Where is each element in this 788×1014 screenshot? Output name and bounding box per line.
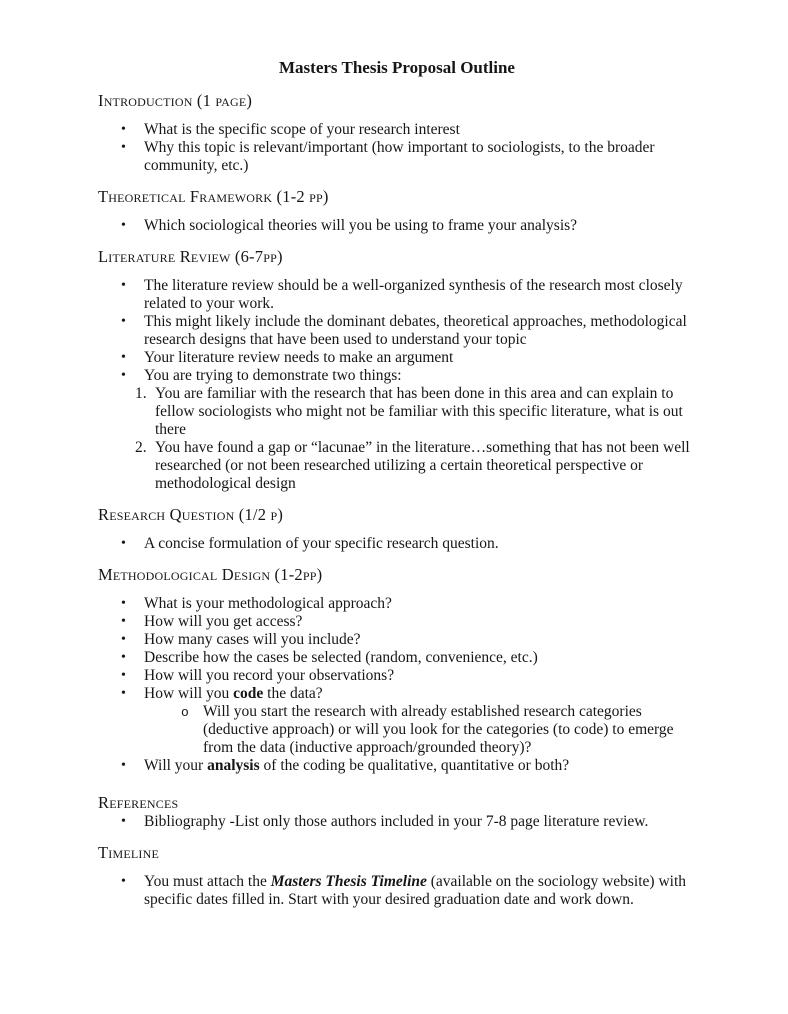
bullet-item <box>98 613 696 631</box>
item-text: What is your methodological approach? <box>144 595 392 612</box>
document-section <box>98 793 696 831</box>
section-list <box>98 535 696 553</box>
emphasized-text: Masters Thesis Timeline <box>270 873 427 890</box>
document-section <box>98 565 696 775</box>
item-text: How will you record your observations? <box>144 667 395 684</box>
emphasized-text: code <box>233 685 264 702</box>
sub-bullet-item <box>98 703 696 757</box>
section-heading: Timeline <box>98 843 159 862</box>
bullet-item <box>98 277 696 313</box>
item-text: Bibliography -List only those authors included in your 7-8 page literature review. <box>144 813 649 830</box>
bullet-item <box>98 649 696 667</box>
bullet-item <box>98 367 696 385</box>
section-list <box>98 121 696 175</box>
bullet-marker-icon: • <box>121 122 126 137</box>
circle-marker-icon: o <box>181 705 189 720</box>
bullet-item <box>98 595 696 613</box>
item-text: You have found a gap or “lacunae” in the literature…something that has not been well researched (or not been researched utilizing a certain theoretical perspective or methodological design <box>155 439 690 492</box>
bullet-item <box>98 631 696 649</box>
bullet-marker-icon: • <box>121 650 126 665</box>
item-text: A concise formulation of your specific research question. <box>144 535 499 552</box>
bullet-item <box>98 349 696 367</box>
item-text: You are trying to demonstrate two things: <box>144 367 402 384</box>
bullet-item <box>98 667 696 685</box>
bullet-marker-icon: • <box>121 218 126 233</box>
document-section <box>98 505 696 553</box>
section-heading: Research Question (1/2 p) <box>98 505 284 524</box>
numbered-item <box>98 385 696 439</box>
bullet-item <box>98 313 696 349</box>
item-text: Why this topic is relevant/important (how important to sociologists, to the broader community, etc.) <box>144 139 655 174</box>
section-heading: Theoretical Framework (1-2 pp) <box>98 187 329 206</box>
item-text: What is the specific scope of your research interest <box>144 121 460 138</box>
bullet-marker-icon: • <box>121 874 126 889</box>
item-text: Which sociological theories will you be using to frame your analysis? <box>144 217 578 234</box>
item-text: Will your analysis of the coding be qualitative, quantitative or both? <box>144 757 570 774</box>
section-heading: Literature Review (6-7pp) <box>98 247 283 266</box>
bullet-marker-icon: • <box>121 632 126 647</box>
document-section <box>98 843 696 909</box>
item-text: You must attach the Masters Thesis Timeline (available on the sociology website) with specific dates filled in. Start with your desired graduation date and work down. <box>144 873 687 908</box>
bullet-marker-icon: • <box>121 614 126 629</box>
section-heading: Introduction (1 page) <box>98 91 253 110</box>
section-list <box>98 277 696 493</box>
section-list <box>98 813 696 831</box>
item-text: This might likely include the dominant debates, theoretical approaches, methodological research designs that have been used to understand your topic <box>144 313 687 348</box>
item-text: Will you start the research with already established research categories (deductive approach) or will you look for the categories (to code) to emerge from the data (inductive approach/grounded theory)? <box>203 703 674 756</box>
item-text: How will you get access? <box>144 613 303 630</box>
section-list <box>98 595 696 775</box>
section-heading: Methodological Design (1-2pp) <box>98 565 323 584</box>
document-section <box>98 247 696 493</box>
emphasized-text: analysis <box>207 757 260 774</box>
section-list <box>98 873 696 909</box>
bullet-item <box>98 757 696 775</box>
item-text: How will you code the data? <box>144 685 323 702</box>
bullet-item <box>98 139 696 175</box>
bullet-marker-icon: • <box>121 314 126 329</box>
sections <box>98 91 696 909</box>
bullet-marker-icon: • <box>121 758 126 773</box>
bullet-marker-icon: • <box>121 140 126 155</box>
item-text: The literature review should be a well-organized synthesis of the research most closely related to your work. <box>144 277 683 312</box>
item-text: Describe how the cases be selected (random, convenience, etc.) <box>144 649 538 666</box>
bullet-item <box>98 873 696 909</box>
item-text: Your literature review needs to make an argument <box>144 349 454 366</box>
numbered-item <box>98 439 696 493</box>
bullet-marker-icon: • <box>121 350 126 365</box>
bullet-item <box>98 121 696 139</box>
bullet-marker-icon: • <box>121 668 126 683</box>
bullet-marker-icon: • <box>121 596 126 611</box>
bullet-marker-icon: • <box>121 814 126 829</box>
bullet-item <box>98 685 696 703</box>
bullet-item <box>98 813 696 831</box>
bullet-marker-icon: • <box>121 368 126 383</box>
document-section <box>98 187 696 235</box>
number-marker: 1. <box>135 385 147 402</box>
bullet-marker-icon: • <box>121 278 126 293</box>
bullet-item <box>98 217 696 235</box>
section-heading: References <box>98 793 179 812</box>
item-text: How many cases will you include? <box>144 631 361 648</box>
document-section <box>98 91 696 175</box>
item-text: You are familiar with the research that has been done in this area and can explain to fellow sociologists who might not be familiar with this specific literature, what is out there <box>155 385 683 438</box>
number-marker: 2. <box>135 439 147 456</box>
bullet-marker-icon: • <box>121 536 126 551</box>
section-list <box>98 217 696 235</box>
bullet-item <box>98 535 696 553</box>
bullet-marker-icon: • <box>121 686 126 701</box>
document-title: Masters Thesis Proposal Outline <box>279 58 515 77</box>
